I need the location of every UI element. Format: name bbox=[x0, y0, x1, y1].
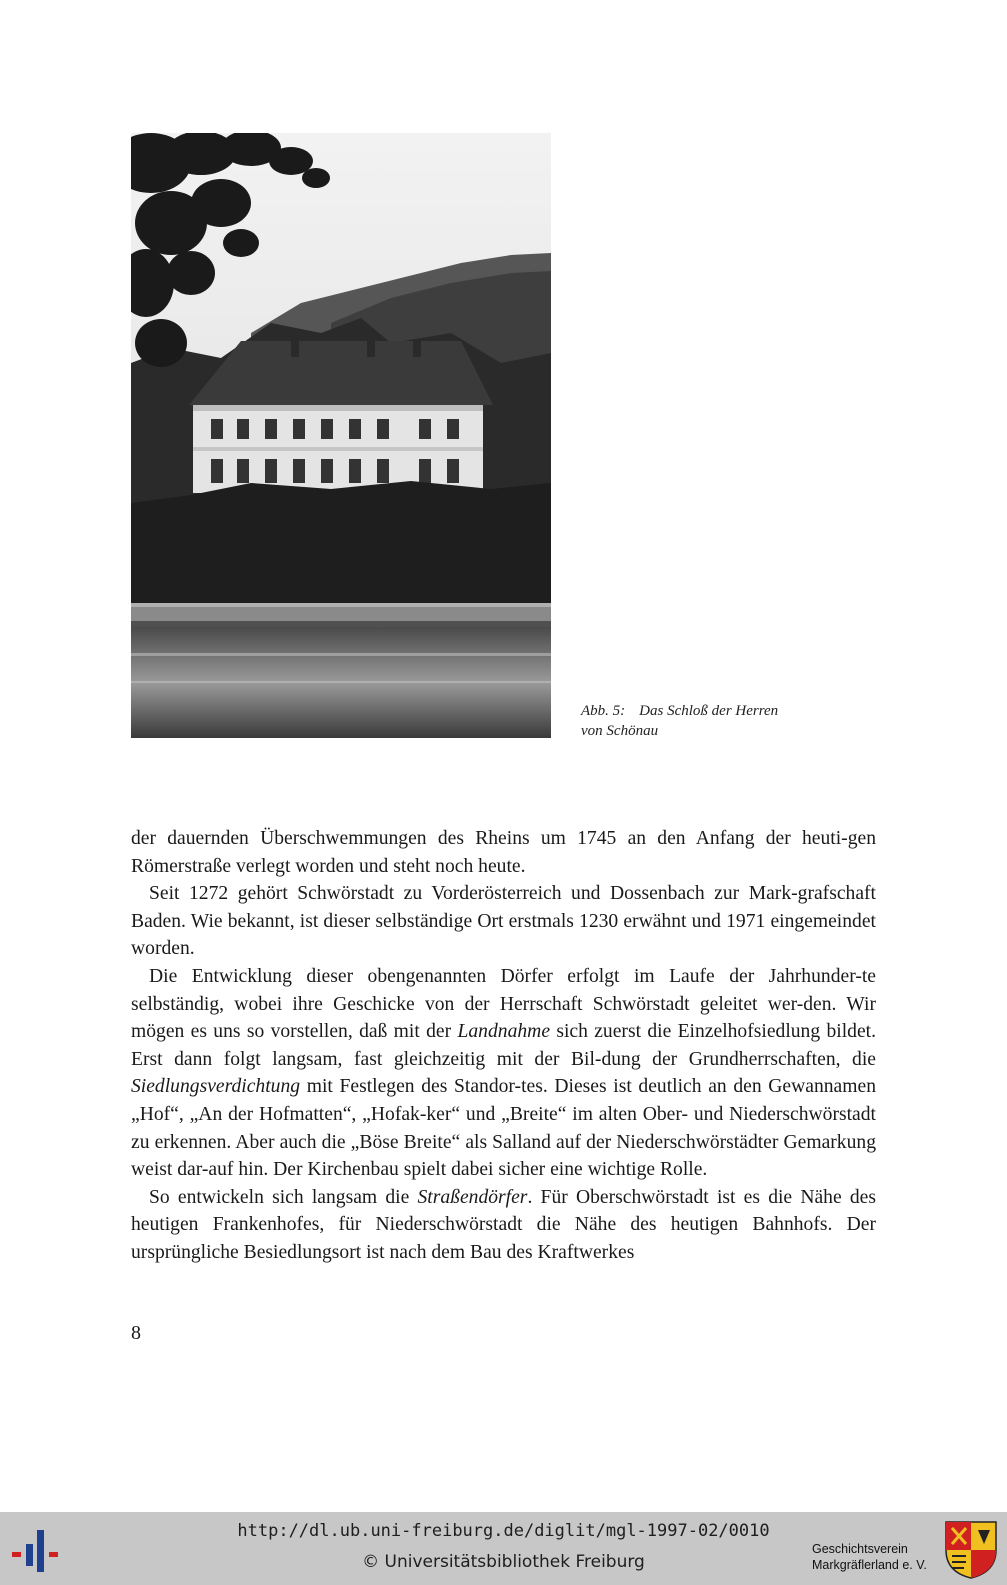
caption-title: Das Schloß der Herren bbox=[639, 703, 779, 719]
coat-of-arms-icon[interactable] bbox=[944, 1520, 998, 1580]
society-line-1: Geschichtsverein bbox=[812, 1542, 908, 1556]
figure-caption bbox=[581, 701, 841, 741]
paragraph-3 bbox=[131, 963, 876, 1184]
society-name[interactable] bbox=[812, 1541, 940, 1573]
caption-line-1 bbox=[581, 701, 841, 721]
footer-copyright: © Universitätsbibliothek Freiburg bbox=[362, 1552, 645, 1572]
caption-label: Abb. 5: bbox=[581, 703, 626, 719]
caption-line-2: von Schönau bbox=[581, 723, 659, 739]
paragraph-3-text-b: sich zuerst die Einzelhofsiedlung bildet. Erst dann folgt langsam, fast gleichzeitig mit der Bil-dung der Grundherrschaften, die bbox=[131, 1021, 876, 1070]
society-line-2: Markgräflerland e. V. bbox=[812, 1558, 927, 1572]
paragraph-2: Seit 1272 gehört Schwörstadt zu Vorderösterreich und Dossenbach zur Mark-grafschaft Baden. Wie bekannt, ist dieser selbständige Ort erstmals 1230 erwähnt und 1971 eingemeindet worden. bbox=[131, 883, 876, 960]
body-text bbox=[131, 825, 876, 1267]
paragraph-1: der dauernden Überschwemmungen des Rheins um 1745 an den Anfang der heuti-gen Römerstraße verlegt worden und steht noch heute. bbox=[131, 828, 876, 877]
footer-url-link[interactable]: http://dl.ub.uni-freiburg.de/diglit/mgl-1997-02/0010 bbox=[237, 1521, 770, 1541]
paragraph-4 bbox=[131, 1184, 876, 1267]
paragraph-4-text-b: . Für Oberschwörstadt ist es die Nähe des heutigen Frankenhofes, für Niederschwörstadt die Nähe des heutigen Bahnhofs. Der ursprüngliche Besiedlungsort ist nach dem Bau des Kraftwerkes bbox=[131, 1186, 876, 1263]
footer-bar bbox=[0, 1512, 1007, 1585]
paragraph-4-text-a: So entwickeln sich langsam die bbox=[149, 1186, 418, 1208]
page-number: 8 bbox=[131, 1322, 141, 1344]
term-strassendoerfer: Straßendörfer bbox=[417, 1186, 528, 1208]
castle-photo-image bbox=[131, 133, 551, 738]
paragraph-3-text-a: Die Entwicklung dieser obengenannten Dörfer erfolgt im Laufe der Jahrhunder-te selbständig, wobei ihre Geschicke von der Herrschaft Schwörstadt geleitet wer-den. Wir mögen es uns so vorstellen, daß mit der bbox=[131, 965, 876, 1043]
term-landnahme: Landnahme bbox=[457, 1021, 551, 1043]
paragraph-3-text-c: mit Festlegen des Standor-tes. Dieses ist deutlich an den Gewannamen „Hof“, „An der Hofmatten“, „Hofak-ker“ und „Breite“ im alten Ober- und Niederschwörstadt zu erkennen. Aber auch die „Böse Breite“ als Salland auf der Niederschwörstädter Gemarkung weist dar-auf hin. Der Kirchenbau spielt dabei sicher eine wichtige Rolle. bbox=[131, 1076, 876, 1181]
term-siedlungsverdichtung: Siedlungsverdichtung bbox=[131, 1076, 301, 1098]
castle-photo bbox=[131, 133, 551, 738]
